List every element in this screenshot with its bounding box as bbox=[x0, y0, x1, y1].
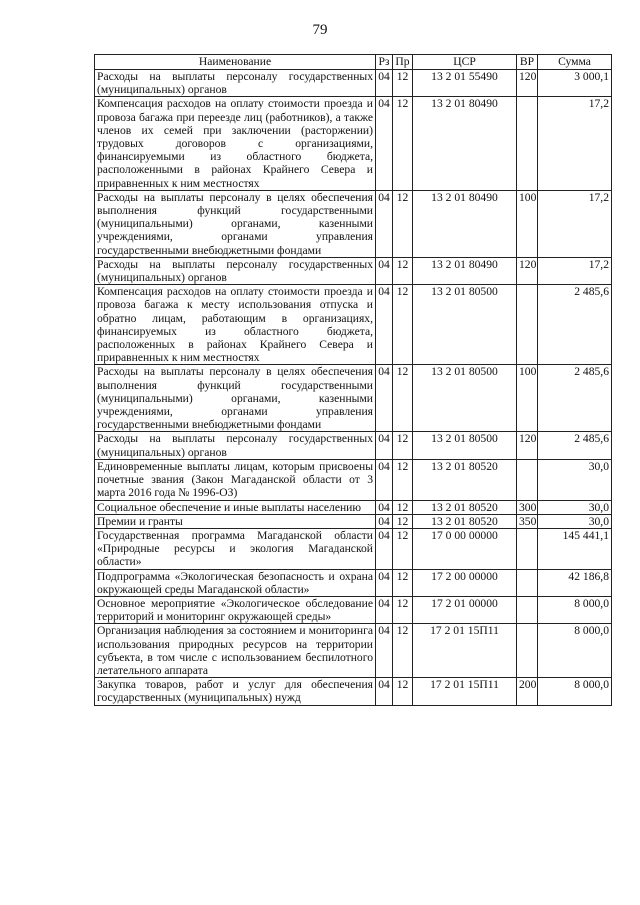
row-sum: 145 441,1 bbox=[538, 528, 612, 569]
row-name: Расходы на выплаты персоналу в целях обеспечения выполнения функций государственными (муниципальными) органами, казенными учреждениями, органами управления государственными внебюджетными фондами bbox=[95, 365, 376, 432]
page-number: 79 bbox=[312, 22, 328, 38]
row-pr: 12 bbox=[393, 459, 413, 500]
row-name: Подпрограмма «Экологическая безопасность и охрана окружающей среды Магаданской области» bbox=[95, 569, 376, 596]
row-vr: 350 bbox=[517, 514, 538, 528]
row-rz: 04 bbox=[376, 678, 393, 705]
row-sum: 30,0 bbox=[538, 514, 612, 528]
row-vr: 100 bbox=[517, 365, 538, 432]
table-row bbox=[95, 285, 612, 365]
header-vr: ВР bbox=[517, 55, 538, 70]
row-rz: 04 bbox=[376, 97, 393, 190]
row-sum: 30,0 bbox=[538, 500, 612, 514]
row-name: Расходы на выплаты персоналу государственных (муниципальных) органов bbox=[95, 257, 376, 284]
table-row bbox=[95, 190, 612, 257]
row-pr: 12 bbox=[393, 432, 413, 459]
table-row bbox=[95, 596, 612, 623]
row-pr: 12 bbox=[393, 678, 413, 705]
row-name: Закупка товаров, работ и услуг для обеспечения государственных (муниципальных) нужд bbox=[95, 678, 376, 705]
row-csr: 13 2 01 80520 bbox=[413, 459, 517, 500]
header-sum: Сумма bbox=[538, 55, 612, 70]
table-row bbox=[95, 500, 612, 514]
row-sum: 2 485,6 bbox=[538, 285, 612, 365]
row-vr bbox=[517, 97, 538, 190]
row-rz: 04 bbox=[376, 70, 393, 97]
row-rz: 04 bbox=[376, 528, 393, 569]
row-sum: 30,0 bbox=[538, 459, 612, 500]
row-vr: 120 bbox=[517, 70, 538, 97]
row-pr: 12 bbox=[393, 624, 413, 678]
table-row bbox=[95, 569, 612, 596]
row-csr: 17 2 01 15П11 bbox=[413, 678, 517, 705]
row-rz: 04 bbox=[376, 432, 393, 459]
header-rz: Рз bbox=[376, 55, 393, 70]
row-name: Расходы на выплаты персоналу государственных (муниципальных) органов bbox=[95, 70, 376, 97]
row-pr: 12 bbox=[393, 97, 413, 190]
row-pr: 12 bbox=[393, 70, 413, 97]
header-csr: ЦСР bbox=[413, 55, 517, 70]
table-header-row bbox=[95, 55, 612, 70]
row-name: Организация наблюдения за состоянием и мониторинга использования природных ресурсов на территории субъекта, в том числе с использованием беспилотного летательного аппарата bbox=[95, 624, 376, 678]
row-pr: 12 bbox=[393, 257, 413, 284]
row-csr: 13 2 01 80490 bbox=[413, 97, 517, 190]
row-vr bbox=[517, 569, 538, 596]
row-vr: 120 bbox=[517, 432, 538, 459]
row-sum: 8 000,0 bbox=[538, 596, 612, 623]
row-rz: 04 bbox=[376, 285, 393, 365]
row-name: Расходы на выплаты персоналу государственных (муниципальных) органов bbox=[95, 432, 376, 459]
table-row bbox=[95, 432, 612, 459]
row-vr bbox=[517, 624, 538, 678]
row-name: Компенсация расходов на оплату стоимости проезда и провоза багажа при переезде лиц (работников), а также членов их семей при заключении (расторжении) трудовых договоров с организациями, финансируемыми из областного бюджета, расположенными в районах Крайнего Севера и приравненных к ним местностях bbox=[95, 97, 376, 190]
table-row bbox=[95, 624, 612, 678]
table-row bbox=[95, 97, 612, 190]
row-vr bbox=[517, 459, 538, 500]
row-pr: 12 bbox=[393, 365, 413, 432]
row-csr: 17 2 01 00000 bbox=[413, 596, 517, 623]
header-pr: Пр bbox=[393, 55, 413, 70]
row-vr bbox=[517, 528, 538, 569]
row-vr: 200 bbox=[517, 678, 538, 705]
row-csr: 17 2 01 15П11 bbox=[413, 624, 517, 678]
row-sum: 2 485,6 bbox=[538, 365, 612, 432]
row-rz: 04 bbox=[376, 257, 393, 284]
row-name: Премии и гранты bbox=[95, 514, 376, 528]
header-name: Наименование bbox=[95, 55, 376, 70]
row-pr: 12 bbox=[393, 569, 413, 596]
row-rz: 04 bbox=[376, 190, 393, 257]
row-vr: 300 bbox=[517, 500, 538, 514]
row-name: Основное мероприятие «Экологическое обследование территорий и мониторинг окружающей среды» bbox=[95, 596, 376, 623]
row-name: Расходы на выплаты персоналу в целях обеспечения выполнения функций государственными (муниципальными) органами, казенными учреждениями, органами управления государственными внебюджетными фондами bbox=[95, 190, 376, 257]
table-row bbox=[95, 678, 612, 705]
row-rz: 04 bbox=[376, 624, 393, 678]
row-sum: 3 000,1 bbox=[538, 70, 612, 97]
row-vr: 100 bbox=[517, 190, 538, 257]
table-row bbox=[95, 365, 612, 432]
row-pr: 12 bbox=[393, 528, 413, 569]
row-name: Компенсация расходов на оплату стоимости проезда и провоза багажа к месту использования отпуска и обратно лицам, работающим в организациях, финансируемых из областного бюджета, расположенных в районах Крайнего Севера и приравненных к ним местностях bbox=[95, 285, 376, 365]
table-row bbox=[95, 70, 612, 97]
row-rz: 04 bbox=[376, 365, 393, 432]
row-csr: 13 2 01 80520 bbox=[413, 514, 517, 528]
row-rz: 04 bbox=[376, 569, 393, 596]
row-pr: 12 bbox=[393, 500, 413, 514]
table-row bbox=[95, 514, 612, 528]
row-csr: 13 2 01 80500 bbox=[413, 285, 517, 365]
row-name: Единовременные выплаты лицам, которым присвоены почетные звания (Закон Магаданской области от 3 марта 2016 года № 1996-ОЗ) bbox=[95, 459, 376, 500]
row-pr: 12 bbox=[393, 596, 413, 623]
row-sum: 17,2 bbox=[538, 190, 612, 257]
row-pr: 12 bbox=[393, 190, 413, 257]
row-rz: 04 bbox=[376, 514, 393, 528]
row-rz: 04 bbox=[376, 596, 393, 623]
row-sum: 17,2 bbox=[538, 97, 612, 190]
row-vr bbox=[517, 285, 538, 365]
row-sum: 2 485,6 bbox=[538, 432, 612, 459]
row-csr: 17 0 00 00000 bbox=[413, 528, 517, 569]
row-csr: 13 2 01 80500 bbox=[413, 432, 517, 459]
table-row bbox=[95, 257, 612, 284]
row-csr: 17 2 00 00000 bbox=[413, 569, 517, 596]
row-csr: 13 2 01 80490 bbox=[413, 190, 517, 257]
budget-table bbox=[94, 54, 612, 706]
row-csr: 13 2 01 80490 bbox=[413, 257, 517, 284]
row-sum: 8 000,0 bbox=[538, 624, 612, 678]
row-sum: 8 000,0 bbox=[538, 678, 612, 705]
row-name: Социальное обеспечение и иные выплаты населению bbox=[95, 500, 376, 514]
table-body bbox=[95, 70, 612, 706]
row-csr: 13 2 01 80500 bbox=[413, 365, 517, 432]
row-vr: 120 bbox=[517, 257, 538, 284]
table-row bbox=[95, 528, 612, 569]
row-csr: 13 2 01 55490 bbox=[413, 70, 517, 97]
row-rz: 04 bbox=[376, 459, 393, 500]
table-row bbox=[95, 459, 612, 500]
row-name: Государственная программа Магаданской области «Природные ресурсы и экология Магаданской области» bbox=[95, 528, 376, 569]
row-sum: 17,2 bbox=[538, 257, 612, 284]
row-pr: 12 bbox=[393, 514, 413, 528]
row-vr bbox=[517, 596, 538, 623]
row-pr: 12 bbox=[393, 285, 413, 365]
row-csr: 13 2 01 80520 bbox=[413, 500, 517, 514]
row-sum: 42 186,8 bbox=[538, 569, 612, 596]
row-rz: 04 bbox=[376, 500, 393, 514]
